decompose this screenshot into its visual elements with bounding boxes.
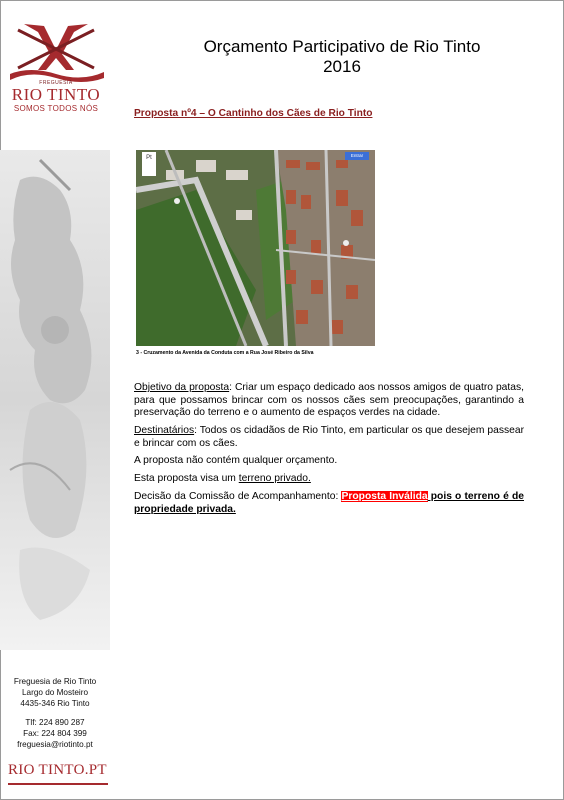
- email-line: freguesia@riotinto.pt: [17, 740, 93, 749]
- satellite-map[interactable]: [136, 150, 375, 346]
- objective-label: Objetivo da proposta: [134, 382, 230, 393]
- logo-name-text: RIO TINTO: [11, 85, 101, 104]
- footer-logo: RIO TINTO.PT: [8, 762, 107, 778]
- rio-tinto-logo: [4, 20, 108, 115]
- decision-label: Decisão da Comissão de Acompanhamento: [134, 491, 336, 502]
- budget-text: A proposta não contém qualquer orçamento.: [134, 455, 338, 466]
- address-line: 4435-346 Rio Tinto: [20, 699, 90, 708]
- decision-status-badge: Proposta Inválida: [341, 491, 428, 502]
- logo-slogan-text: SOMOS TODOS NÓS: [13, 104, 99, 113]
- fax-line: Fax: 224 804 399: [23, 729, 87, 738]
- sidebar: [0, 0, 110, 800]
- address-line: Largo do Mosteiro: [22, 688, 88, 697]
- map-caption: 3 - Cruzamento da Avenida da Conduta com a Rua José Ribeiro da Silva: [136, 350, 314, 356]
- map-zoom-control[interactable]: [142, 152, 156, 176]
- map-zoom-label: Pt: [146, 155, 152, 161]
- map-imagery: [136, 150, 375, 346]
- map-marker-icon[interactable]: [343, 240, 349, 246]
- land-prefix: Esta proposta visa um: [134, 473, 239, 484]
- recipients-label: Destinatários: [134, 425, 195, 436]
- objective-text: : Criar um espaço dedicado aos nossos amigos de quatro patas, para que possamos brincar com os nossos cães sem preocupações, garantindo a preservação do terreno e o aumento de espaços verdes na cidade.: [134, 382, 524, 418]
- address-line: Freguesia de Rio Tinto: [13, 677, 97, 686]
- decision-reason: pois o terreno é de propriedade privada.: [134, 491, 524, 515]
- page-title: [130, 37, 554, 77]
- recipients-paragraph: [134, 425, 524, 450]
- title-line1: Orçamento Participativo de Rio Tinto: [203, 37, 481, 56]
- land-paragraph: [134, 473, 524, 486]
- footer-divider: [8, 783, 108, 785]
- decision-colon: :: [335, 491, 342, 502]
- swords-emblem-icon: [4, 20, 108, 82]
- phone-line: Tlf: 224 890 287: [25, 718, 85, 727]
- decorative-illustration: [0, 150, 110, 650]
- title-line2: 2016: [323, 57, 361, 76]
- map-enter-button[interactable]: Entrar: [345, 152, 369, 160]
- recipients-text: : Todos os cidadãos de Rio Tinto, em particular os que desejem passear e brincar com os cães.: [134, 425, 524, 449]
- budget-paragraph: [134, 455, 524, 468]
- proposal-heading: Proposta nº4 – O Cantinho dos Cães de Rio Tinto: [134, 108, 373, 119]
- address-block: [0, 676, 110, 750]
- decision-paragraph: [134, 491, 524, 516]
- map-marker-icon[interactable]: [174, 198, 180, 204]
- land-type: terreno privado.: [238, 473, 311, 484]
- objective-paragraph: [134, 382, 524, 420]
- logo-freguesia-text: FREGUESIA: [39, 80, 73, 86]
